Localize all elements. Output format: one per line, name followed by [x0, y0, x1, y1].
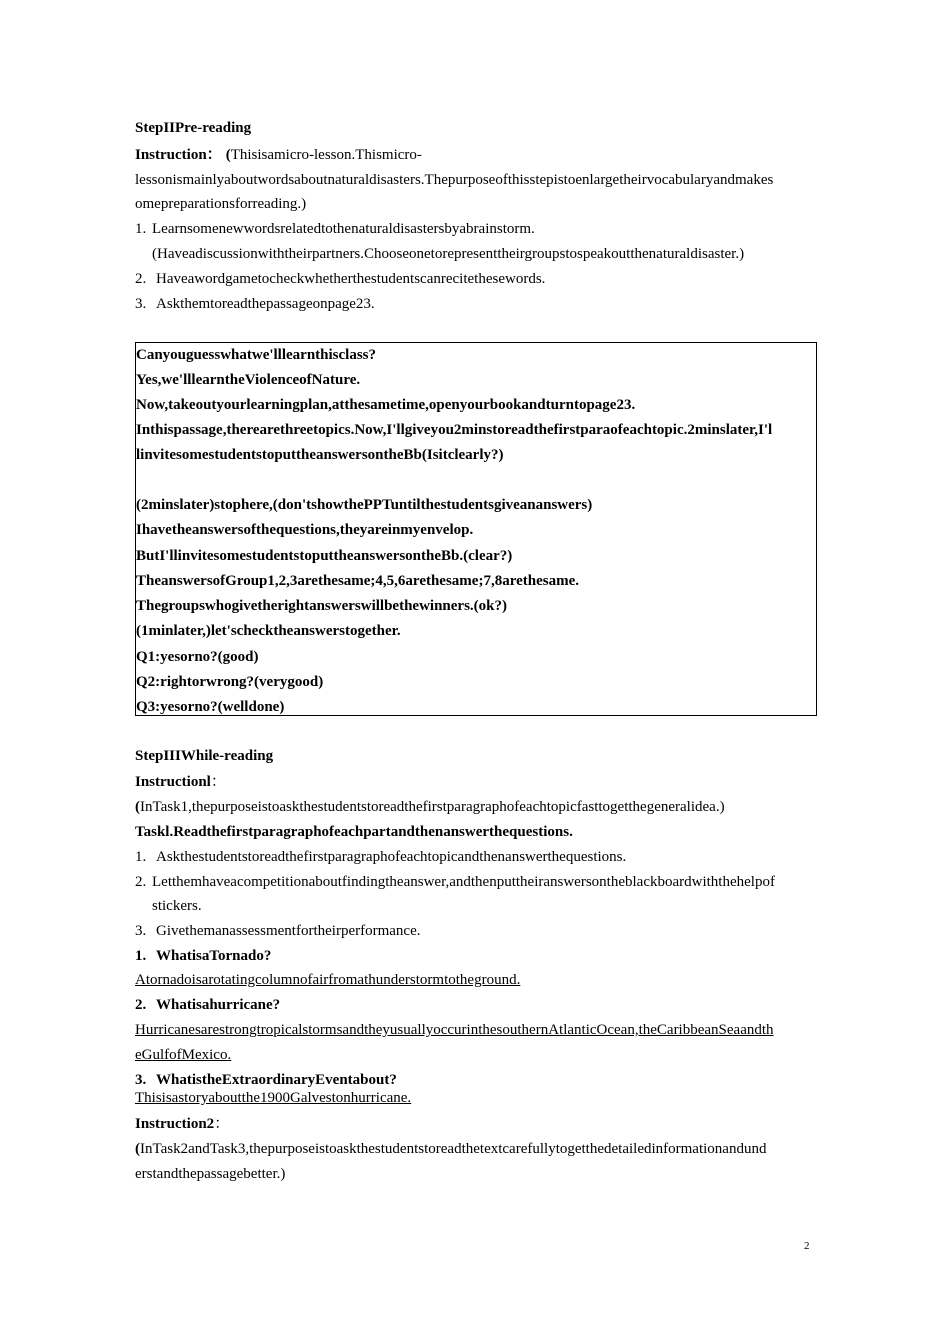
step3-instruction1-label [135, 772, 226, 792]
list-number: 1. [135, 221, 147, 237]
step3-item-1 [135, 847, 626, 867]
instruction-label: Instruction2 [135, 1116, 215, 1132]
question-2 [135, 995, 280, 1015]
teacher-script-box [135, 342, 817, 716]
step2-heading: StepIIPre-reading [135, 120, 252, 136]
step2-item-3 [135, 294, 375, 314]
step3-instruction2-line1 [135, 1139, 766, 1159]
instruction-colon: ： [214, 1116, 230, 1132]
box-line: Q1:yesorno?(good) [136, 649, 259, 665]
answer-1: Atornadoisarotatingcolumnofairfromathunderstormtotheground. [135, 972, 521, 988]
page-number: 2 [804, 1240, 810, 1252]
step3-instruction2-label [135, 1114, 229, 1134]
instruction-paren: ( [135, 1141, 140, 1157]
instruction-text: InTask1,thepurposeistoaskthestudentstoreadthefirstparagraphofeachtopicfasttogetthegeneralidea.) [140, 799, 725, 815]
box-line: Thegroupswhogivetherightanswerswillbethewinners.(ok?) [136, 598, 507, 614]
list-number: 3. [135, 296, 147, 312]
instruction-text: InTask2andTask3,thepurposeistoaskthestudentstoreadthetextcarefullytogetthedetailedinformationandund [140, 1141, 767, 1157]
question-text: WhatistheExtraordinaryEventabout? [156, 1072, 397, 1088]
list-number: 3. [135, 923, 147, 939]
step2-instruction-line2: lessonismainlyaboutwordsaboutnaturaldisasters.Thepurposeofthisstepistoenlargetheirvocabularyandmakes [135, 172, 774, 188]
question-number: 3. [135, 1072, 147, 1088]
list-text: Letthemhaveacompetitionaboutfindingtheanswer,andthenputtheiranswersontheblackboardwiththehelpof [152, 874, 775, 890]
list-text: Askthestudentstoreadthefirstparagraphofeachtopicandthenanswerthequestions. [156, 849, 627, 865]
box-line: linvitesomestudentstoputtheanswersontheBb(Isitclearly?) [136, 447, 504, 463]
box-line: Ihavetheanswersofthequestions,theyareinmyenvelop. [136, 522, 474, 538]
step2-item-1-note: (Haveadiscussionwiththeirpartners.Chooseonetorepresenttheirgroupstospeakoutthenaturaldisaster.) [152, 246, 745, 262]
box-line: TheanswersofGroup1,2,3arethesame;4,5,6arethesame;7,8arethesame. [136, 573, 579, 589]
question-1 [135, 946, 271, 966]
answer-2-line2: eGulfofMexico. [135, 1047, 232, 1063]
box-line: (2minslater)stophere,(don'tshowthePPTuntilthestudentsgiveananswers) [136, 497, 593, 513]
list-text: Askthemtoreadthepassageonpage23. [156, 296, 375, 312]
box-line: Inthispassage,therearethreetopics.Now,I'llgiveyou2minstoreadthefirstparaofeachtopic.2minslater,I'l [136, 422, 773, 438]
step3-instruction1-text [135, 797, 725, 817]
list-text: Learnsomenewwordsrelatedtothenaturaldisastersbyabrainstorm. [152, 221, 535, 237]
list-number: 2. [135, 874, 147, 890]
box-line: (1minlater,)let'schecktheanswerstogether. [136, 623, 401, 639]
step2-item-2 [135, 269, 545, 289]
step3-item-2 [135, 872, 775, 892]
box-line: Canyouguesswhatwe'lllearnthisclass? [136, 347, 377, 363]
answer-2-line1: HurricanesarestrongtropicalstormsandtheyusuallyoccurinthesouthernAtlanticOcean,theCaribbeanSeaandth [135, 1022, 774, 1038]
answer-3: Thisisastoryaboutthe1900Galvestonhurricane. [135, 1090, 412, 1106]
question-number: 1. [135, 948, 147, 964]
list-number: 1. [135, 849, 147, 865]
step2-item-1 [135, 219, 535, 239]
list-text: Haveawordgametocheckwhetherthestudentscanrecitethesewords. [156, 271, 546, 287]
box-line: ButI'llinvitesomestudentstoputtheanswersontheBb.(clear?) [136, 548, 513, 564]
instruction-label: Instruction： [135, 147, 222, 163]
step3-item-3 [135, 921, 420, 941]
instruction-paren: ( [135, 799, 140, 815]
task1-heading: Taskl.Readthefirstparagraphofeachpartandthenanswerthequestions. [135, 824, 573, 840]
step3-item-2-cont: stickers. [152, 898, 202, 914]
box-line: Q3:yesorno?(welldone) [136, 699, 285, 715]
step2-instruction-line1 [135, 145, 422, 165]
box-line: Q2:rightorwrong?(verygood) [136, 674, 324, 690]
box-line: Yes,we'lllearntheViolenceofNature. [136, 372, 361, 388]
instruction-label: Instructionl [135, 774, 211, 790]
step2-instruction-line3: omepreparationsforreading.) [135, 196, 307, 212]
list-text: Givethemanassessmentfortheirperformance. [156, 923, 421, 939]
step3-heading: StepIIIWhile-reading [135, 748, 274, 764]
instruction-colon: ： [210, 774, 226, 790]
question-text: Whatisahurricane? [156, 997, 281, 1013]
box-line: Now,takeoutyourlearningplan,atthesametime,openyourbookandturntopage23. [136, 397, 636, 413]
question-text: WhatisaTornado? [156, 948, 272, 964]
step3-instruction2-line2: erstandthepassagebetter.) [135, 1166, 286, 1182]
question-number: 2. [135, 997, 147, 1013]
instruction-text: Thisisamicro-lesson.Thismicro- [230, 147, 422, 163]
list-number: 2. [135, 271, 147, 287]
question-3 [135, 1070, 397, 1090]
instruction-paren: ( [225, 147, 231, 163]
